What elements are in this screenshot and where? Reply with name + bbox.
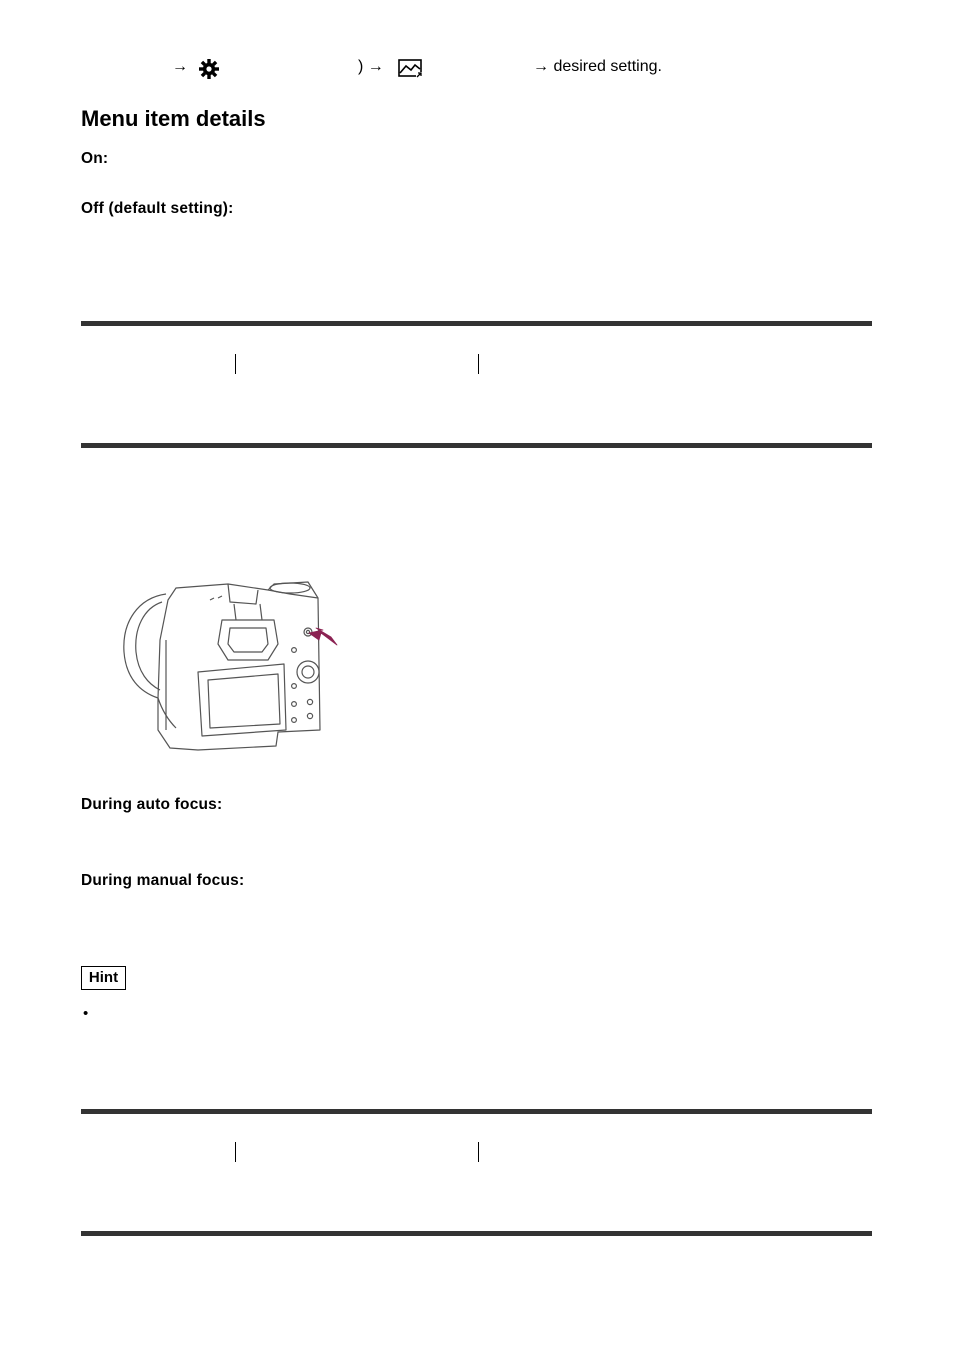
- menu-paren-arrow: ) →: [358, 58, 384, 75]
- hint-bullet: •: [83, 1005, 89, 1022]
- section-divider: [81, 443, 872, 448]
- breadcrumb-separator: [235, 354, 236, 374]
- menu-path: [0, 57, 954, 79]
- option-on-label: On:: [81, 150, 109, 167]
- menu-arrow: →: [172, 58, 188, 75]
- breadcrumb-separator: [235, 1142, 236, 1162]
- hint-badge: Hint: [81, 966, 126, 990]
- breadcrumb-separator: [478, 1142, 479, 1162]
- section-divider: [81, 1231, 872, 1236]
- image-settings-icon: [397, 58, 425, 80]
- manual-focus-label: During manual focus:: [81, 872, 245, 889]
- breadcrumb-separator: [478, 354, 479, 374]
- gear-icon: [198, 58, 220, 80]
- section-divider: [81, 321, 872, 326]
- option-off-label: Off (default setting):: [81, 200, 234, 217]
- section-title: Menu item details: [81, 106, 266, 131]
- auto-focus-label: During auto focus:: [81, 796, 223, 813]
- camera-back-illustration: [118, 580, 346, 762]
- menu-path-end: → desired setting.: [533, 58, 662, 75]
- section-divider: [81, 1109, 872, 1114]
